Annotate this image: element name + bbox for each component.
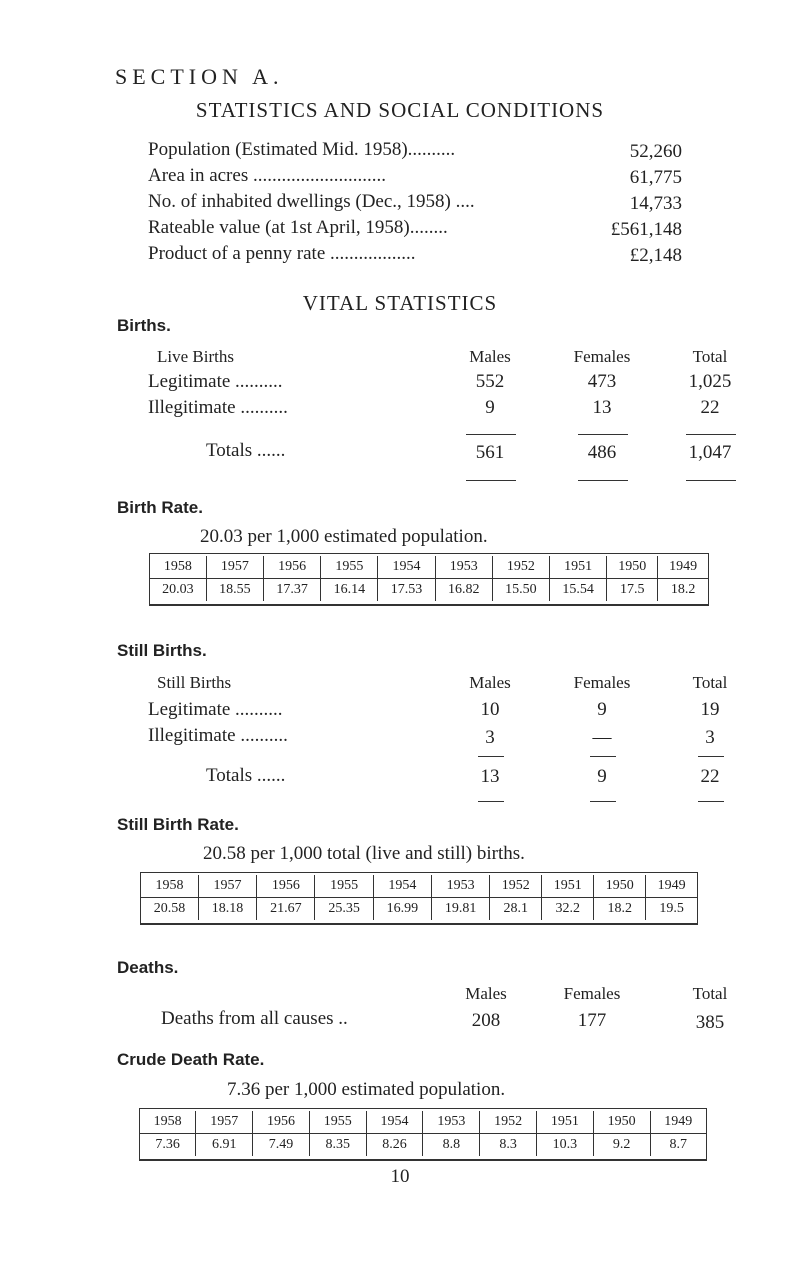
birth-rate-text: 20.03 per 1,000 estimated population.: [200, 526, 488, 547]
stat-label: Rateable value (at 1st April, 1958)........: [148, 217, 448, 238]
year-cell: 1950: [593, 1111, 650, 1134]
year-cell: 1953: [432, 875, 490, 898]
still-births-col-males: Males: [469, 673, 511, 692]
still-births-row-males: 10: [480, 699, 500, 720]
still-births-col-females: Females: [573, 673, 631, 692]
rate-cell: 25.35: [315, 898, 373, 921]
stat-label: Area in acres ............................: [148, 165, 386, 186]
births-heading: Births.: [117, 316, 171, 335]
year-cell: 1954: [366, 1111, 423, 1134]
sum-rule: [698, 756, 724, 757]
rate-cell: 20.58: [153, 901, 186, 916]
still-births-row-total: 3: [705, 727, 715, 748]
year-cell: 1953: [423, 1111, 480, 1134]
births-row-females: 13: [592, 397, 612, 418]
year-cell: 1955: [309, 1111, 366, 1134]
year-cell: 1952: [490, 875, 542, 898]
rate-cell: 7.36: [155, 1137, 180, 1152]
still-births-row-males: 3: [485, 727, 495, 748]
death-rate-heading: Crude Death Rate.: [117, 1050, 265, 1069]
rate-cell: 28.1: [490, 898, 542, 921]
still-births-row-label: Legitimate ..........: [148, 699, 283, 720]
year-cell: 1956: [253, 1111, 310, 1134]
year-cell: 1958: [141, 875, 198, 898]
year-cell: 1951: [537, 1111, 594, 1134]
stat-value: £2,148: [629, 245, 682, 266]
rate-cell: 21.67: [257, 898, 315, 921]
still-birth-rate-table: [141, 875, 697, 920]
births-row-females: 473: [587, 371, 617, 392]
births-totals-total: 1,047: [688, 442, 732, 463]
still-births-totals-total: 22: [700, 766, 720, 787]
still-births-row-females: —: [592, 727, 612, 748]
year-cell: 1954: [373, 875, 431, 898]
stat-value: £561,148: [610, 219, 682, 240]
sum-rule: [590, 756, 616, 757]
vital-statistics-title: VITAL STATISTICS: [302, 291, 498, 315]
rate-cell: 7.49: [253, 1134, 310, 1157]
rate-cell: 8.26: [366, 1134, 423, 1157]
sum-rule: [478, 801, 504, 802]
stat-value: 52,260: [629, 141, 682, 162]
births-col-males: Males: [469, 347, 511, 366]
year-cell: 1955: [321, 556, 378, 579]
year-cell: 1955: [315, 875, 373, 898]
births-totals-females: 486: [587, 442, 617, 463]
year-cell: 1950: [594, 875, 646, 898]
rate-cell: 32.2: [542, 898, 594, 921]
rate-cell: 8.7: [650, 1134, 706, 1157]
births-row-males: 552: [475, 371, 505, 392]
page-number: 10: [390, 1166, 410, 1187]
stat-label: Population (Estimated Mid. 1958)..........: [148, 139, 456, 160]
stat-value: 14,733: [629, 193, 682, 214]
rate-cell: 17.53: [378, 579, 435, 602]
still-births-totals-label: Totals ......: [206, 765, 286, 786]
rate-cell: 18.55: [206, 579, 263, 602]
deaths-heading: Deaths.: [117, 958, 179, 977]
year-cell: 1952: [492, 556, 549, 579]
sum-rule: [698, 801, 724, 802]
rate-cell: 9.2: [593, 1134, 650, 1157]
year-cell: 1951: [542, 875, 594, 898]
rate-cell: 18.2: [594, 898, 646, 921]
section-heading: SECTION A.: [115, 64, 284, 89]
rate-cell: 16.82: [435, 579, 492, 602]
rate-cell: 17.5: [607, 579, 658, 602]
sum-rule: [686, 434, 736, 435]
year-cell: 1958: [150, 556, 206, 579]
year-cell: 1952: [480, 1111, 537, 1134]
stat-value: 61,775: [629, 167, 682, 188]
still-birth-rate-text: 20.58 per 1,000 total (live and still) births.: [203, 843, 525, 864]
year-cell: 1956: [264, 556, 321, 579]
rate-row: [141, 898, 697, 921]
year-cell: 1951: [550, 556, 607, 579]
rate-cell: 8.35: [309, 1134, 366, 1157]
rate-cell: 8.3: [480, 1134, 537, 1157]
stat-label: No. of inhabited dwellings (Dec., 1958) ....: [148, 191, 475, 212]
rate-cell: 15.54: [550, 579, 607, 602]
rate-cell: 16.99: [373, 898, 431, 921]
death-rate-table: [140, 1111, 706, 1156]
still-births-row-total: 19: [700, 699, 720, 720]
sum-rule: [466, 434, 516, 435]
deaths-label: Deaths from all causes ..: [161, 1008, 348, 1029]
rate-cell: 17.37: [264, 579, 321, 602]
birth-rate-heading: Birth Rate.: [117, 498, 203, 517]
births-col-total: Total: [692, 347, 728, 366]
deaths-total: 385: [695, 1012, 725, 1033]
deaths-females: 177: [577, 1010, 607, 1031]
births-row-label: Legitimate ..........: [148, 371, 283, 392]
still-births-row-females: 9: [597, 699, 607, 720]
page-title: STATISTICS AND SOCIAL CONDITIONS: [195, 98, 605, 122]
still-births-row-label: Illegitimate ..........: [148, 725, 288, 746]
year-cell: 1957: [196, 1111, 253, 1134]
births-row-total: 1,025: [688, 371, 732, 392]
births-row-label: Illegitimate ..........: [148, 397, 288, 418]
births-row-males: 9: [485, 397, 495, 418]
year-cell: 1956: [257, 875, 315, 898]
birth-rate-table: [150, 556, 708, 601]
deaths-col-females: Females: [563, 984, 621, 1003]
deaths-col-males: Males: [465, 984, 507, 1003]
rate-row: [140, 1134, 706, 1157]
sum-rule: [466, 480, 516, 481]
year-cell: 1949: [646, 875, 697, 898]
rate-cell: 18.2: [658, 579, 708, 602]
rate-cell: 20.03: [162, 582, 194, 597]
still-births-totals-males: 13: [480, 766, 500, 787]
sum-rule: [578, 434, 628, 435]
sum-rule: [686, 480, 736, 481]
births-totals-label: Totals ......: [206, 440, 286, 461]
year-cell: 1957: [198, 875, 256, 898]
death-rate-text: 7.36 per 1,000 estimated population.: [227, 1079, 506, 1100]
year-cell: 1950: [607, 556, 658, 579]
rate-cell: 8.8: [423, 1134, 480, 1157]
still-birth-rate-heading: Still Birth Rate.: [117, 815, 239, 834]
rate-cell: 10.3: [537, 1134, 594, 1157]
sum-rule: [590, 801, 616, 802]
still-births-heading: Still Births.: [117, 641, 207, 660]
sum-rule: [578, 480, 628, 481]
births-col-females: Females: [573, 347, 631, 366]
year-row: [150, 556, 708, 579]
rate-cell: 19.5: [646, 898, 697, 921]
sum-rule: [478, 756, 504, 757]
stat-label: Product of a penny rate ..................: [148, 243, 416, 264]
still-births-totals-females: 9: [597, 766, 607, 787]
year-row: [140, 1111, 706, 1134]
births-totals-males: 561: [475, 442, 505, 463]
rate-cell: 19.81: [432, 898, 490, 921]
year-cell: 1954: [378, 556, 435, 579]
rate-cell: 6.91: [196, 1134, 253, 1157]
rate-row: [150, 579, 708, 602]
births-col-label: Live Births: [157, 347, 234, 366]
year-row: [141, 875, 697, 898]
births-row-total: 22: [700, 397, 720, 418]
rate-cell: 16.14: [321, 579, 378, 602]
deaths-col-total: Total: [692, 984, 728, 1003]
year-cell: 1958: [140, 1111, 196, 1134]
still-births-col-total: Total: [692, 673, 728, 692]
rate-cell: 15.50: [492, 579, 549, 602]
year-cell: 1957: [206, 556, 263, 579]
deaths-males: 208: [471, 1010, 501, 1031]
year-cell: 1949: [658, 556, 708, 579]
year-cell: 1953: [435, 556, 492, 579]
year-cell: 1949: [650, 1111, 706, 1134]
still-births-col-label: Still Births: [157, 673, 232, 692]
rate-cell: 18.18: [198, 898, 256, 921]
